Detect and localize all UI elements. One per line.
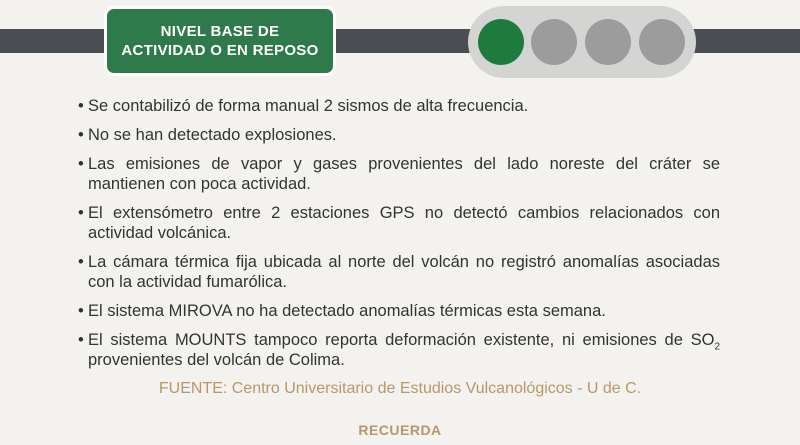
traffic-light-3-inactive [585, 19, 631, 65]
level-title-line1: NIVEL BASE DE [160, 23, 280, 40]
traffic-light-2-inactive [531, 19, 577, 65]
report-item-mounts [78, 330, 720, 370]
activity-level-badge [104, 6, 336, 76]
mounts-text-before: El sistema MOUNTS tampoco reporta deformación existente, ni emisiones de SO [88, 331, 715, 349]
report-item-explosions: • No se han detectado explosiones. [78, 125, 720, 145]
so2-subscript: 2 [714, 341, 720, 353]
report-item-seismic: • Se contabilizó de forma manual 2 sismos de alta frecuencia. [78, 96, 720, 116]
level-title-line2: ACTIVIDAD O EN REPOSO [121, 42, 319, 59]
traffic-light-indicator [468, 6, 696, 78]
traffic-light-green-active [478, 19, 524, 65]
recuerda-heading: RECUERDA [358, 422, 442, 438]
report-item-extensometer: • El extensómetro entre 2 estaciones GPS no detectó cambios relacionados con actividad volcánica. [78, 203, 720, 243]
mounts-text-after: provenientes del volcán de Colima. [88, 351, 345, 369]
traffic-light-4-inactive [639, 19, 685, 65]
report-item-mirova: • El sistema MIROVA no ha detectado anomalías térmicas esta semana. [78, 301, 720, 321]
report-item-thermal-camera: • La cámara térmica fija ubicada al norte del volcán no registró anomalías asociadas con la actividad fumarólica. [78, 252, 720, 292]
source-credit: FUENTE: Centro Universitario de Estudios Vulcanológicos - U de C. [158, 380, 642, 397]
report-item-emissions: • Las emisiones de vapor y gases provenientes del lado noreste del cráter se mantienen con poca actividad. [78, 154, 720, 194]
activity-report-list [78, 96, 720, 379]
